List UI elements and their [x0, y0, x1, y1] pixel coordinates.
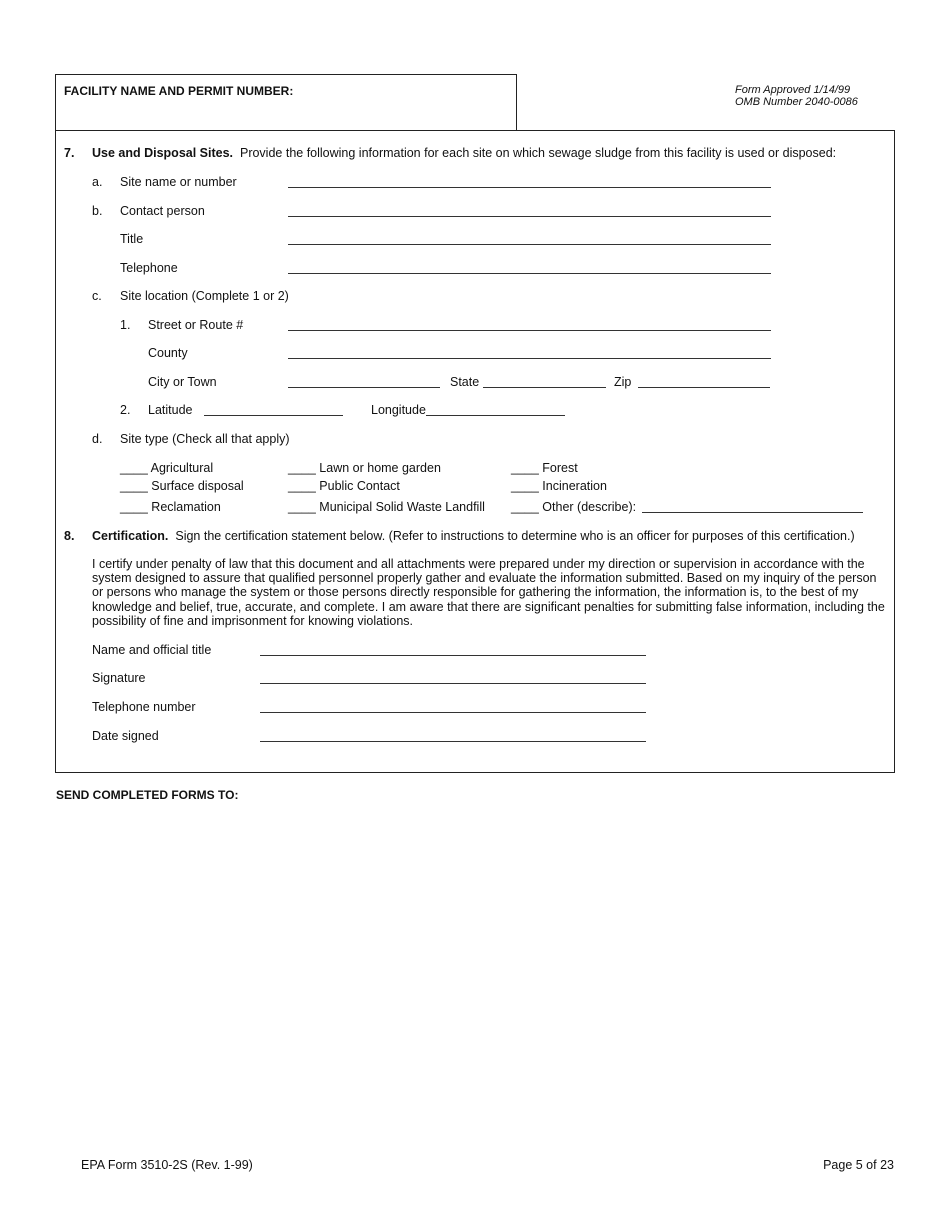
site-name-field[interactable]	[288, 187, 771, 188]
item-d-letter: d.	[92, 432, 103, 446]
item-c-letter: c.	[92, 289, 102, 303]
telephone-label: Telephone	[120, 261, 178, 275]
omb-number-text: OMB Number 2040-0086	[735, 96, 858, 108]
certification-statement: I certify under penalty of law that this document and all attachments were prepared under my direction or supervision in accordance with the system designed to assure that qualified personnel properly gather and evaluate the information submitted. Based on my inquiry of the person or persons who manage the system or those persons directly responsible for gathering the information, the information is, to the best of my knowledge and belief, true, accurate, and complete. I am aware that there are significant penalties for submitting false information, including the possibility of fine and imprisonment for knowing violations.	[92, 557, 885, 628]
checkbox-blank[interactable]: ____	[511, 461, 539, 475]
telephone-number-field[interactable]	[260, 712, 646, 713]
section-8-number: 8.	[64, 529, 75, 543]
agricultural-label: Agricultural	[150, 461, 214, 475]
landfill-label: Municipal Solid Waste Landfill	[319, 500, 485, 514]
title-field[interactable]	[288, 244, 771, 245]
section-7-heading	[92, 146, 836, 160]
form-approved-text: Form Approved 1/14/99	[735, 84, 851, 96]
checkbox-blank[interactable]: ____	[120, 479, 148, 493]
longitude-field[interactable]	[426, 415, 565, 416]
section-7-intro: Provide the following information for each site on which sewage sludge from this facility is used or disposed:	[239, 146, 837, 160]
facility-box	[55, 74, 517, 131]
city-field[interactable]	[288, 387, 440, 388]
checkbox-blank[interactable]: ____	[120, 500, 148, 514]
site-type-option[interactable]	[511, 500, 636, 514]
site-type-option[interactable]	[120, 479, 244, 493]
facility-label: FACILITY NAME AND PERMIT NUMBER:	[64, 84, 294, 98]
other-describe-field[interactable]	[642, 512, 863, 513]
section-8-title: Certification.	[92, 529, 169, 543]
contact-person-label: Contact person	[120, 204, 205, 218]
signature-field[interactable]	[260, 683, 646, 684]
signature-label: Signature	[92, 671, 146, 685]
checkbox-blank[interactable]: ____	[288, 479, 316, 493]
public-contact-label: Public Contact	[319, 479, 400, 493]
county-label: County	[148, 346, 188, 360]
section-8-intro: Sign the certification statement below. (Refer to instructions to determine who is an officer for purposes of this certification.)	[175, 529, 855, 543]
send-completed-forms-label: SEND COMPLETED FORMS TO:	[56, 788, 239, 802]
incineration-label: Incineration	[542, 479, 607, 493]
surface-disposal-label: Surface disposal	[151, 479, 244, 493]
latitude-label: Latitude	[148, 403, 193, 417]
page-number: Page 5 of 23	[823, 1158, 894, 1172]
street-label: Street or Route #	[148, 318, 244, 332]
other-label: Other (describe):	[542, 500, 637, 514]
main-form-box	[55, 130, 895, 773]
date-signed-label: Date signed	[92, 729, 159, 743]
date-signed-field[interactable]	[260, 741, 646, 742]
section-7-title: Use and Disposal Sites.	[92, 146, 234, 160]
item-a-letter: a.	[92, 175, 103, 189]
zip-label: Zip	[614, 375, 632, 389]
item-c2-number: 2.	[120, 403, 131, 417]
longitude-label: Longitude	[371, 403, 426, 417]
site-type-option[interactable]	[511, 479, 607, 493]
city-label: City or Town	[148, 375, 217, 389]
contact-person-field[interactable]	[288, 216, 771, 217]
forest-label: Forest	[542, 461, 578, 475]
site-type-option[interactable]	[288, 500, 485, 514]
site-location-label: Site location (Complete 1 or 2)	[120, 289, 289, 303]
section-8-heading	[92, 529, 855, 543]
site-type-option[interactable]	[288, 479, 400, 493]
latitude-field[interactable]	[204, 415, 343, 416]
lawn-garden-label: Lawn or home garden	[319, 461, 441, 475]
site-name-label: Site name or number	[120, 175, 237, 189]
section-7-number: 7.	[64, 146, 75, 160]
checkbox-blank[interactable]: ____	[120, 461, 148, 475]
telephone-field[interactable]	[288, 273, 771, 274]
checkbox-blank[interactable]: ____	[288, 500, 316, 514]
title-label: Title	[120, 232, 144, 246]
site-type-option[interactable]	[120, 500, 221, 514]
telephone-number-label: Telephone number	[92, 700, 196, 714]
site-type-label: Site type (Check all that apply)	[120, 432, 290, 446]
name-title-field[interactable]	[260, 655, 646, 656]
item-b-letter: b.	[92, 204, 103, 218]
name-title-label: Name and official title	[92, 643, 212, 657]
checkbox-blank[interactable]: ____	[511, 500, 539, 514]
item-c1-number: 1.	[120, 318, 131, 332]
reclamation-label: Reclamation	[151, 500, 221, 514]
site-type-option[interactable]	[511, 461, 578, 475]
site-type-option[interactable]	[288, 461, 441, 475]
site-type-option[interactable]	[120, 461, 213, 475]
state-label: State	[450, 375, 480, 389]
form-approval-info	[735, 84, 858, 108]
street-field[interactable]	[288, 330, 771, 331]
state-field[interactable]	[483, 387, 606, 388]
checkbox-blank[interactable]: ____	[288, 461, 316, 475]
zip-field[interactable]	[638, 387, 770, 388]
checkbox-blank[interactable]: ____	[511, 479, 539, 493]
form-id: EPA Form 3510-2S (Rev. 1-99)	[81, 1158, 253, 1172]
county-field[interactable]	[288, 358, 771, 359]
